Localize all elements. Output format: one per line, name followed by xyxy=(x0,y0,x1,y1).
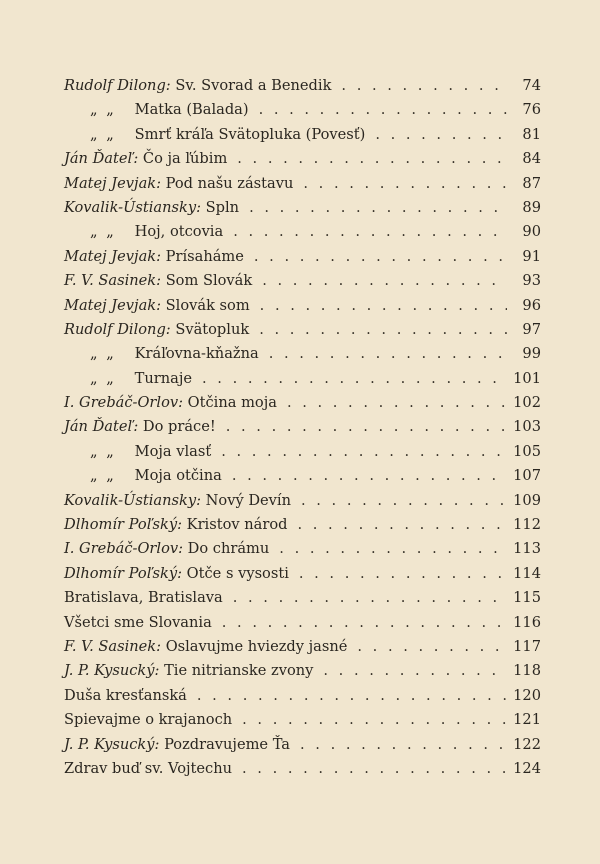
toc-entry xyxy=(64,367,541,391)
toc-title: Otčina moja xyxy=(187,394,277,412)
toc-author: Rudolf Dilong: xyxy=(64,77,171,94)
toc-author: Rudolf Dilong: xyxy=(64,320,171,338)
toc-title: Bratislava, Bratislava xyxy=(64,589,223,607)
toc-leader-dots xyxy=(221,440,507,464)
toc-author: Dlhomír Poľský: xyxy=(64,564,183,582)
toc-title: Kristov národ xyxy=(186,516,288,534)
toc-leader-dots xyxy=(341,74,507,98)
toc-author: J. P. Kysucký: xyxy=(64,662,160,680)
toc-entry xyxy=(64,220,541,244)
toc-entry xyxy=(64,123,541,147)
toc-title: Duša kresťanská xyxy=(64,686,187,704)
toc-title: Nový Devín xyxy=(205,491,291,509)
toc-leader-dots xyxy=(300,733,507,757)
toc-title: Turnaje xyxy=(134,369,193,387)
toc-leader-dots xyxy=(254,245,507,269)
toc-author: I. Grebáč-Orlov: xyxy=(64,394,184,412)
toc-entry xyxy=(64,489,541,513)
toc-title: Pozdravujeme Ťa xyxy=(164,735,291,753)
toc-entry-lead xyxy=(64,245,244,269)
toc-entry-lead xyxy=(64,74,331,98)
toc-entry xyxy=(64,440,541,464)
toc-title: Kráľovna-kňažna xyxy=(134,345,259,363)
toc-entry-lead xyxy=(64,708,232,732)
toc-title: Moja vlasť xyxy=(134,442,212,460)
toc-entry-lead xyxy=(64,659,313,683)
toc-author: J. P. Kysucký: xyxy=(64,735,160,753)
toc-entry-lead xyxy=(64,147,227,171)
toc-entry-lead xyxy=(64,733,290,757)
toc-leader-dots xyxy=(297,513,507,537)
toc-leader-dots xyxy=(232,464,507,488)
toc-entry-lead xyxy=(64,220,223,244)
toc-page-number: 74 xyxy=(522,77,541,94)
toc-leader-dots xyxy=(202,367,507,391)
toc-entry xyxy=(64,659,541,683)
toc-page-number: 109 xyxy=(513,491,541,509)
toc-ditto-mark: „ „ xyxy=(90,101,116,119)
toc-leader-dots xyxy=(242,708,507,732)
toc-entry xyxy=(64,98,541,122)
toc-entry-lead xyxy=(64,513,287,537)
toc-page-number: 105 xyxy=(513,442,541,460)
toc-title: Prísaháme xyxy=(165,247,244,265)
toc-page-number: 102 xyxy=(513,394,541,412)
toc-title: Som Slovák xyxy=(165,272,253,290)
toc-title: Spievajme o krajanoch xyxy=(64,711,233,729)
toc-author: Matej Jevjak: xyxy=(64,174,162,192)
toc-author: Dlhomír Poľský: xyxy=(64,516,183,534)
toc-entry xyxy=(64,147,541,171)
toc-page-number: 114 xyxy=(513,564,541,582)
toc-page-number: 124 xyxy=(513,759,541,777)
toc-page-number: 121 xyxy=(513,711,541,729)
toc-entry-lead xyxy=(64,294,250,318)
table-of-contents xyxy=(64,74,541,781)
toc-leader-dots xyxy=(233,220,507,244)
toc-entry xyxy=(64,635,541,659)
toc-page-number: 103 xyxy=(513,418,541,436)
toc-page-number: 97 xyxy=(522,320,541,338)
toc-page-number: 87 xyxy=(522,174,541,192)
toc-leader-dots xyxy=(301,489,507,513)
toc-entry xyxy=(64,196,541,220)
toc-entry xyxy=(64,342,541,366)
toc-entry-lead xyxy=(64,123,365,147)
toc-title: Spln xyxy=(205,198,240,216)
toc-title: Všetci sme Slovania xyxy=(64,613,212,631)
toc-title: Tie nitrianske zvony xyxy=(164,662,314,680)
toc-leader-dots xyxy=(303,172,507,196)
toc-leader-dots xyxy=(269,342,507,366)
toc-title: Pod našu zástavu xyxy=(165,174,294,192)
toc-entry xyxy=(64,562,541,586)
toc-title: Svätopluk xyxy=(175,320,250,338)
toc-entry xyxy=(64,733,541,757)
toc-author: Kovalik-Ústiansky: xyxy=(64,198,202,216)
toc-author: I. Grebáč-Orlov: xyxy=(64,540,184,558)
toc-entry-lead xyxy=(64,367,192,391)
toc-leader-dots xyxy=(259,318,507,342)
toc-leader-dots xyxy=(233,586,507,610)
toc-page-number: 96 xyxy=(522,296,541,314)
toc-title: Oslavujme hviezdy jasné xyxy=(165,637,348,655)
toc-page-number: 91 xyxy=(522,247,541,265)
toc-entry-lead xyxy=(64,391,277,415)
toc-entry-lead xyxy=(64,635,347,659)
toc-entry xyxy=(64,611,541,635)
toc-title: Čo ja ľúbim xyxy=(142,150,228,168)
toc-page-number: 107 xyxy=(513,467,541,485)
toc-entry-lead xyxy=(64,611,212,635)
toc-entry xyxy=(64,269,541,293)
toc-author: Ján Ďateľ: xyxy=(64,150,139,168)
toc-entry xyxy=(64,537,541,561)
toc-title: Do chrámu xyxy=(187,540,270,558)
toc-entry xyxy=(64,513,541,537)
toc-ditto-mark: „ „ xyxy=(90,467,116,485)
toc-entry-lead xyxy=(64,415,216,439)
toc-page-number: 113 xyxy=(513,540,541,558)
toc-title: Slovák som xyxy=(165,296,250,314)
toc-page-number: 115 xyxy=(513,589,541,607)
toc-page-number: 90 xyxy=(522,223,541,241)
toc-page-number: 93 xyxy=(522,272,541,290)
toc-entry-lead xyxy=(64,489,291,513)
toc-entry xyxy=(64,464,541,488)
toc-entry-lead xyxy=(64,172,293,196)
toc-entry-lead xyxy=(64,342,259,366)
toc-page-number: 118 xyxy=(513,662,541,680)
toc-entry-lead xyxy=(64,318,249,342)
toc-ditto-mark: „ „ xyxy=(90,125,116,143)
toc-page-number: 120 xyxy=(513,686,541,704)
toc-leader-dots xyxy=(323,659,507,683)
toc-page-number: 84 xyxy=(522,150,541,168)
toc-entry-lead xyxy=(64,757,232,781)
toc-page-number: 81 xyxy=(522,125,541,143)
toc-leader-dots xyxy=(260,294,507,318)
toc-leader-dots xyxy=(259,98,507,122)
toc-leader-dots xyxy=(357,635,507,659)
toc-entry xyxy=(64,74,541,98)
toc-entry-lead xyxy=(64,684,187,708)
toc-entry xyxy=(64,318,541,342)
toc-leader-dots xyxy=(375,123,507,147)
toc-entry xyxy=(64,586,541,610)
toc-entry xyxy=(64,245,541,269)
toc-entry-lead xyxy=(64,537,269,561)
toc-page-number: 117 xyxy=(513,637,541,655)
toc-entry-lead xyxy=(64,196,239,220)
toc-leader-dots xyxy=(237,147,507,171)
toc-entry-lead xyxy=(64,269,252,293)
toc-entry xyxy=(64,757,541,781)
toc-ditto-mark: „ „ xyxy=(90,345,116,363)
toc-entry-lead xyxy=(64,562,289,586)
toc-page-number: 99 xyxy=(522,345,541,363)
toc-leader-dots xyxy=(299,562,507,586)
toc-author: Kovalik-Ústiansky: xyxy=(64,491,202,509)
toc-title: Hoj, otcovia xyxy=(134,223,224,241)
toc-entry xyxy=(64,708,541,732)
toc-author: Matej Jevjak: xyxy=(64,247,162,265)
toc-title: Sv. Svorad a Benedik xyxy=(175,77,332,94)
toc-entry-lead xyxy=(64,464,222,488)
toc-entry xyxy=(64,415,541,439)
toc-ditto-mark: „ „ xyxy=(90,223,116,241)
toc-leader-dots xyxy=(279,537,507,561)
toc-leader-dots xyxy=(287,391,507,415)
toc-author: F. V. Sasinek: xyxy=(64,637,162,655)
toc-ditto-mark: „ „ xyxy=(90,369,116,387)
toc-title: Otče s vysosti xyxy=(186,564,289,582)
toc-page-number: 122 xyxy=(513,735,541,753)
toc-entry-lead xyxy=(64,586,223,610)
toc-leader-dots xyxy=(197,684,507,708)
toc-title: Matka (Balada) xyxy=(134,101,249,119)
toc-page-number: 101 xyxy=(513,369,541,387)
toc-page-number: 116 xyxy=(513,613,541,631)
toc-title: Moja otčina xyxy=(134,467,222,485)
toc-author: F. V. Sasinek: xyxy=(64,272,162,290)
toc-page-number: 76 xyxy=(522,101,541,119)
toc-entry xyxy=(64,684,541,708)
toc-title: Do práce! xyxy=(142,418,216,436)
toc-ditto-mark: „ „ xyxy=(90,442,116,460)
toc-leader-dots xyxy=(226,415,507,439)
toc-leader-dots xyxy=(249,196,507,220)
toc-leader-dots xyxy=(242,757,507,781)
toc-author: Ján Ďateľ: xyxy=(64,418,139,436)
toc-leader-dots xyxy=(222,611,507,635)
toc-page-number: 89 xyxy=(522,198,541,216)
toc-leader-dots xyxy=(262,269,507,293)
toc-entry xyxy=(64,391,541,415)
toc-author: Matej Jevjak: xyxy=(64,296,162,314)
toc-title: Smrť kráľa Svätopluka (Povesť) xyxy=(134,125,366,143)
toc-entry-lead xyxy=(64,98,249,122)
toc-title: Zdrav buď sv. Vojtechu xyxy=(64,759,233,777)
toc-page-number: 112 xyxy=(513,516,541,534)
toc-entry xyxy=(64,294,541,318)
toc-entry xyxy=(64,172,541,196)
toc-entry-lead xyxy=(64,440,211,464)
